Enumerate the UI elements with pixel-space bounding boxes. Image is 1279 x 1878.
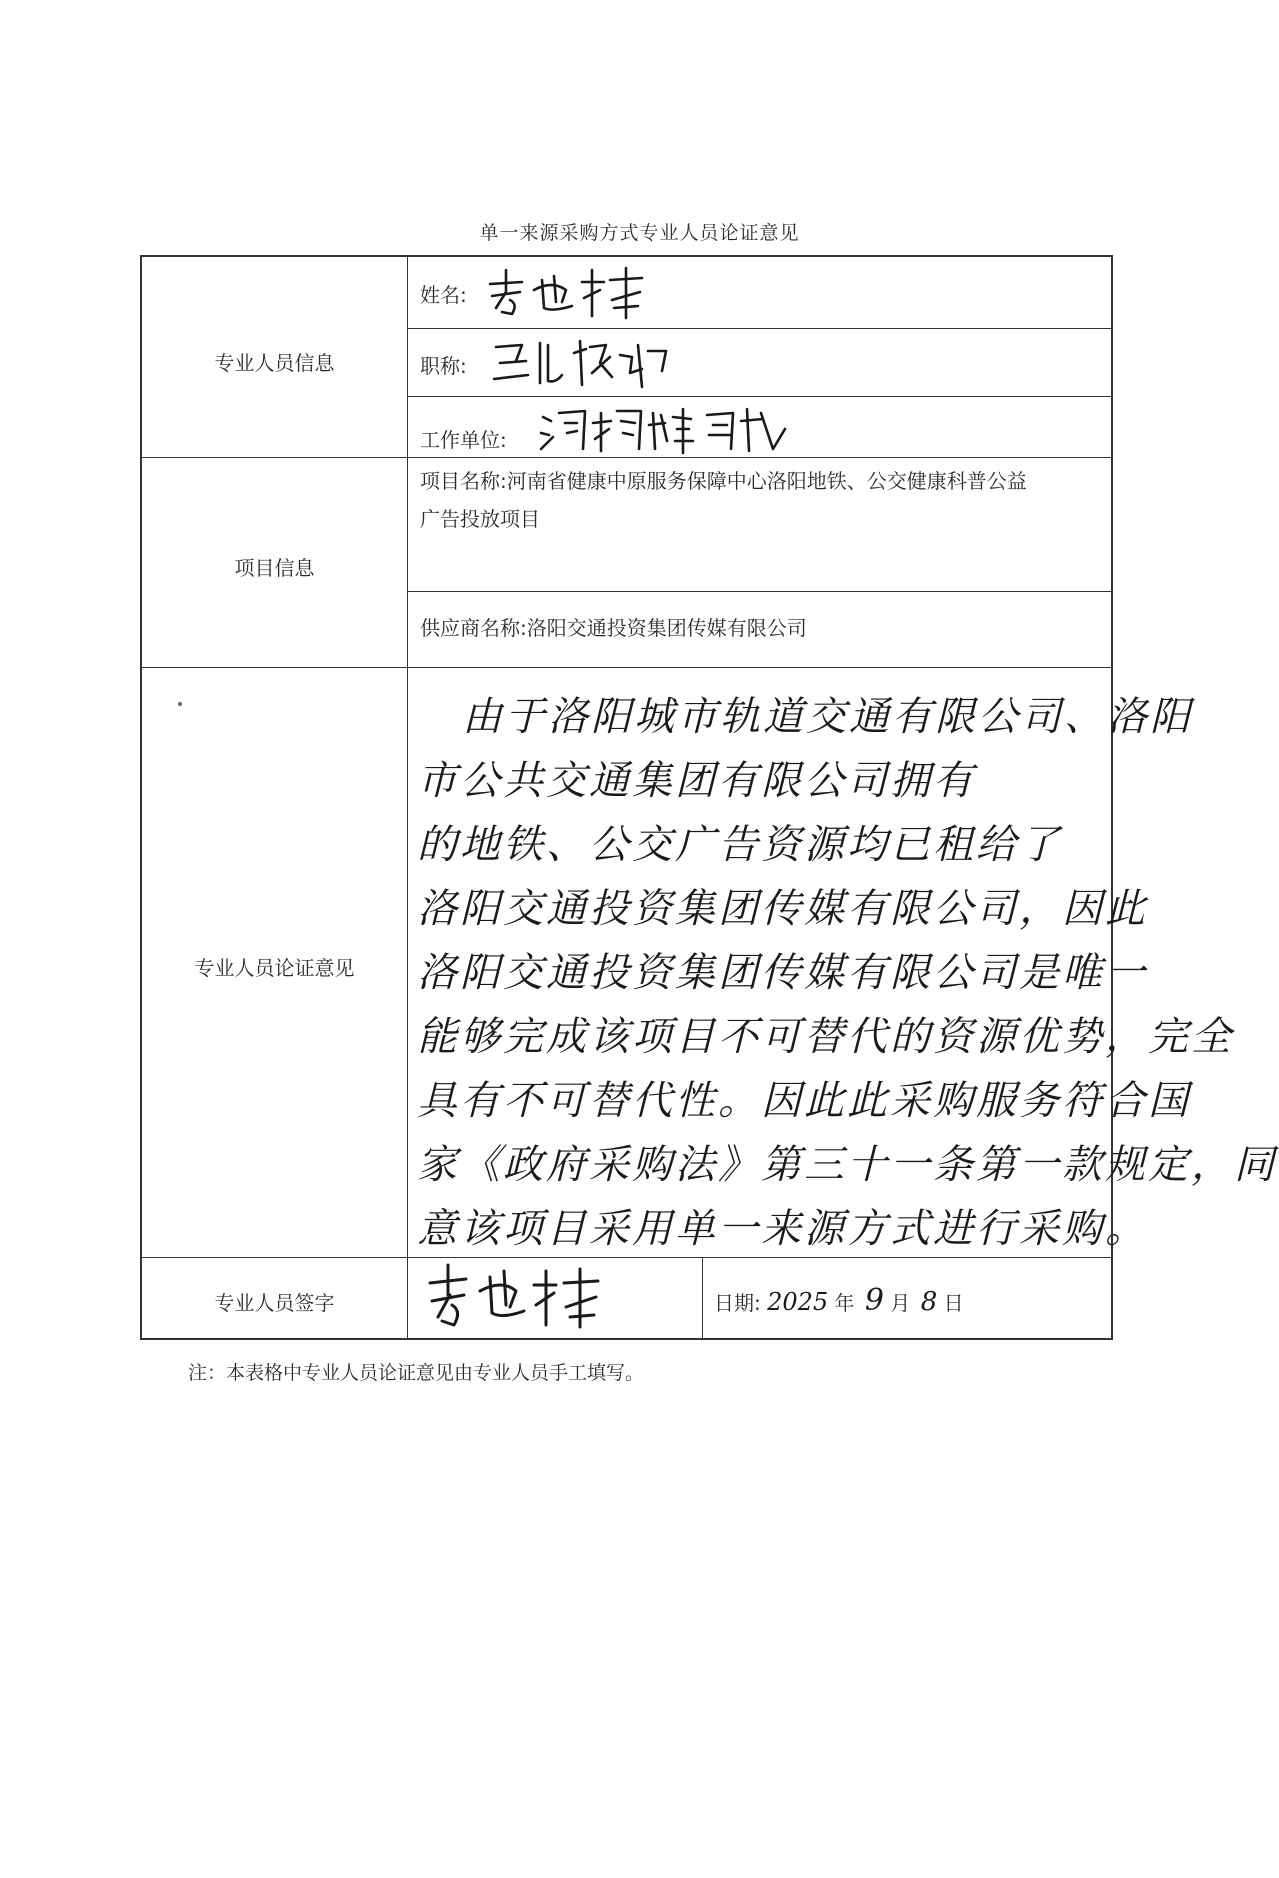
date-year: 2025 <box>767 1288 829 1316</box>
handwritten-employer <box>537 399 797 461</box>
opinion-line: 洛阳交通投资集团传媒有限公司是唯一 <box>417 950 1148 996</box>
date-label: 日期: <box>714 1291 761 1315</box>
evaluation-form <box>140 255 1277 1340</box>
row-divider <box>142 667 1111 668</box>
row-divider <box>142 1257 1111 1258</box>
date-field <box>714 1283 1104 1318</box>
column-divider <box>702 1257 703 1338</box>
date-year-unit: 年 <box>834 1291 855 1315</box>
supplier-field <box>420 609 1100 647</box>
date-day-unit: 日 <box>943 1291 964 1315</box>
name-label: 姓名: <box>420 283 467 307</box>
footnote: 注：本表格中专业人员论证意见由专业人员手工填写。 <box>188 1362 645 1384</box>
opinion-line: 由于洛阳城市轨道交通有限公司、洛阳 <box>462 694 1193 740</box>
job-title-label: 职称: <box>420 354 467 378</box>
row-divider <box>407 396 1111 397</box>
date-month-unit: 月 <box>890 1291 911 1315</box>
supplier-label: 供应商名称: <box>420 616 527 640</box>
column-divider <box>407 257 408 1338</box>
date-day: 8 <box>920 1287 938 1317</box>
opinion-label: 专业人员论证意见 <box>194 956 355 980</box>
scan-speck <box>178 702 182 706</box>
opinion-line: 意该项目采用单一来源方式进行采购。 <box>417 1206 1148 1252</box>
opinion-line: 家《政府采购法》第三十一条第一款规定，同 <box>417 1142 1277 1188</box>
date-month: 9 <box>864 1283 884 1318</box>
project-name-field <box>420 462 1100 538</box>
project-name-line2: 广告投放项目 <box>420 507 540 531</box>
handwritten-job-title <box>482 333 672 395</box>
opinion-line: 市公共交通集团有限公司拥有 <box>417 758 976 804</box>
opinion-line: 的地铁、公交广告资源均已租给了 <box>417 822 1062 868</box>
row-divider <box>407 328 1111 329</box>
opinion-line: 具有不可替代性。因此此采购服务符合国 <box>417 1078 1191 1124</box>
project-name-label: 项目名称: <box>420 469 507 493</box>
signature-label: 专业人员签字 <box>214 1291 335 1315</box>
opinion-line: 能够完成该项目不可替代的资源优势，完全 <box>417 1014 1234 1060</box>
project-info-label: 项目信息 <box>234 556 315 580</box>
personnel-info-label: 专业人员信息 <box>214 351 335 375</box>
employer-label: 工作单位: <box>420 428 507 452</box>
supplier-value: 洛阳交通投资集团传媒有限公司 <box>526 616 807 640</box>
opinion-line: 洛阳交通投资集团传媒有限公司，因此 <box>417 886 1148 932</box>
handwritten-signature <box>420 1261 610 1333</box>
row-divider <box>407 591 1111 592</box>
document-title: 单一来源采购方式专业人员论证意见 <box>479 222 800 244</box>
handwritten-name <box>482 262 652 322</box>
project-name-line1: 河南省健康中原服务保障中心洛阳地铁、公交健康科普公益 <box>506 469 1027 493</box>
